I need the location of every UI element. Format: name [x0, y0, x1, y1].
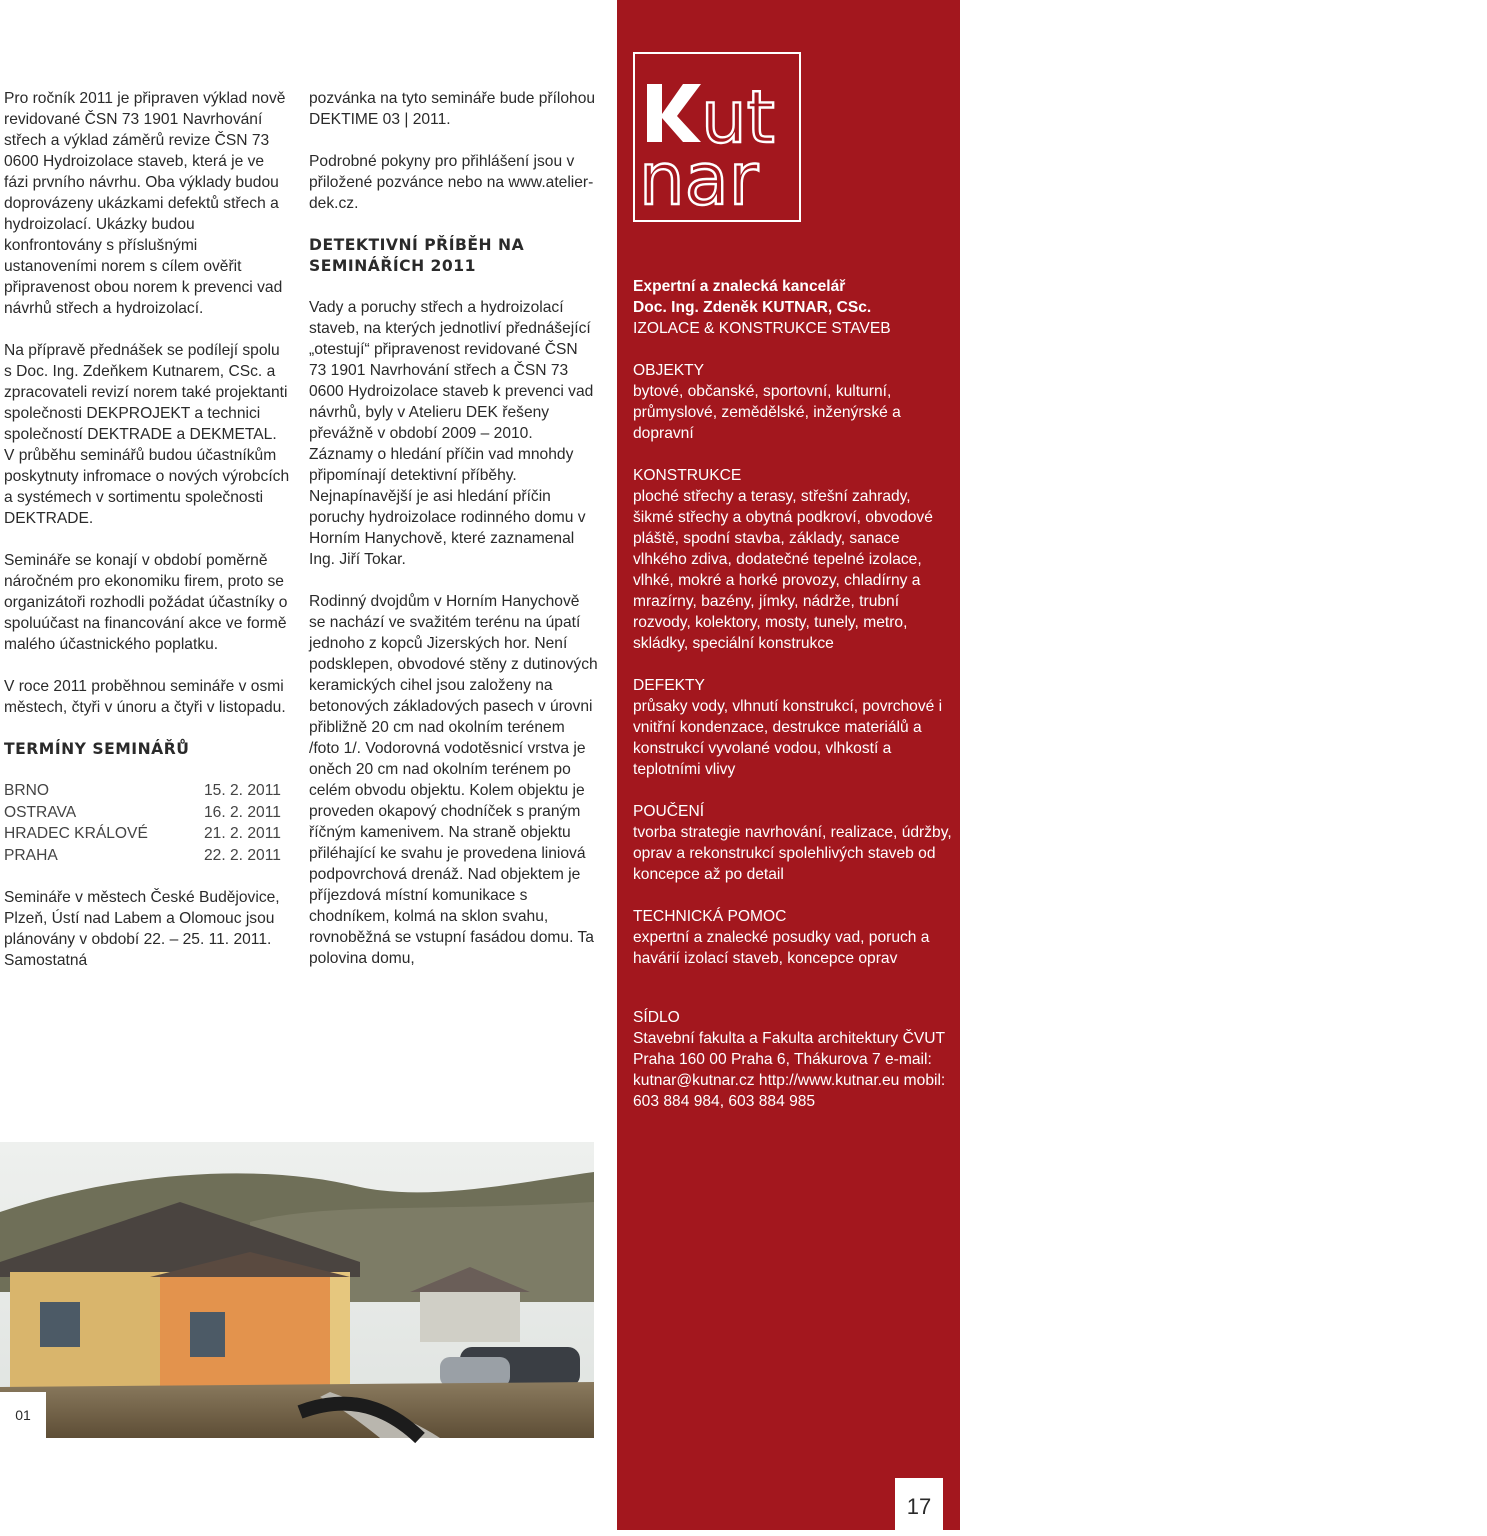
kutnar-logo	[633, 52, 801, 222]
table-row	[4, 780, 286, 802]
term-date: 15. 2. 2011	[204, 782, 281, 799]
sidebar-section	[633, 906, 953, 969]
section-head: DEFEKTY	[633, 677, 705, 694]
table-row	[4, 845, 286, 867]
defects-paragraph: Vady a poruchy střech a hydroizolací staveb, na kterých jednotliví přednášející „otestují“ připravenost revidované ČSN 73 1901 Navrhování střech a ČSN 73 0600 Hydroizolace staveb k prevenci vad návrhů, byly v Atelieru DEK řešeny převážně v období 2009 – 2010. Záznamy o hledání příčin vad mnohdy připomínají detektivní příběhy. Nejnapínavější je asi hledání příčin poruchy hydroizolace rodinného domu v Horním Hanychově, které zaznamenal Ing. Jiří Tokar.	[309, 299, 594, 568]
photo-number: 01	[0, 1392, 46, 1438]
term-city: HRADEC KRÁLOVÉ	[4, 825, 148, 842]
house-photo	[0, 1142, 594, 1438]
sidebar-section	[633, 360, 953, 444]
page-number: 17	[895, 1478, 943, 1530]
left-column	[4, 88, 290, 971]
detective-heading: DETEKTIVNÍ PŘÍBĚH NA SEMINÁŘÍCH 2011	[309, 236, 525, 275]
section-body: Stavební fakulta a Fakulta architektury ČVUT Praha 160 00 Praha 6, Thákurova 7 e-mail: kutnar@kutnar.cz http://www.kutnar.eu mobil: 603 884 984, 603 884 985	[633, 1030, 946, 1110]
term-date: 21. 2. 2011	[204, 825, 281, 842]
invitation-paragraph: pozvánka na tyto semináře bude přílohou DEKTIME 03 | 2011.	[309, 90, 596, 128]
middle-column	[309, 88, 599, 969]
sidebar-section	[633, 1007, 953, 1112]
house-photo-illustration	[0, 1142, 594, 1438]
office-title-line3: IZOLACE & KONSTRUKCE STAVEB	[633, 320, 891, 337]
autumn-paragraph: Semináře v městech České Budějovice, Plzeň, Ústí nad Labem a Olomouc jsou plánovány v období 22. – 25. 11. 2011. Samostatná	[4, 889, 280, 969]
footer	[1351, 1493, 1487, 1510]
office-title	[633, 276, 953, 339]
office-title-line2: Doc. Ing. Zdeněk KUTNAR, CSc.	[633, 299, 872, 316]
fee-paragraph: Semináře se konají v období poměrně náročném pro ekonomiku firem, proto se organizátoři rozhodli požádat účastníky o spoluúčast na financování akce ve formě malého účastnického poplatku.	[4, 552, 288, 653]
term-city: OSTRAVA	[4, 803, 77, 821]
sidebar-section	[633, 675, 953, 780]
office-title-line1: Expertní a znalecká kancelář	[633, 278, 846, 295]
section-head: KONSTRUKCE	[633, 467, 742, 484]
table-row	[4, 823, 286, 845]
sidebar-section	[633, 465, 953, 654]
house-paragraph: Rodinný dvojdům v Horním Hanychově se nachází ve svažitém terénu na úpatí jednoho z kopců Jizerských hor. Není podsklepen, obvodové stěny z dutinových keramických cihel jsou založeny na betonových základových pasech v úrovni přibližně 20 cm nad okolním terénem /foto 1/. Vodorovná vodotěsnicí vrstva je oněch 20 cm nad okolním terénem po celém obvodu objektu. Kolem objektu je proveden okapový chodníček s praným říčným kamenivem. Na straně objektu přiléhající ke svahu je provedena liniová podpovrchová drenáž. Nad objektem je příjezdová místní komunikace s chodníkem, kolmá na sklon svahu, rovnoběžná se vstupní fasádou domu. Ta polovina domu,	[309, 593, 598, 967]
terms-table	[4, 780, 286, 866]
term-city: BRNO	[4, 782, 50, 799]
lecturers-paragraph: Na přípravě přednášek se podílejí spolu s Doc. Ing. Zdeňkem Kutnarem, CSc. a zpracovateli revizí norem také projektanti společnosti DEKPROJEKT a technici společností DEKTRADE a DEKMETAL. V průběhu seminářů budou účastníkům poskytnuty infromace o nových výrobcích a systémech v sortimentu společnosti DEKTRADE.	[4, 342, 290, 527]
term-date: 16. 2. 2011	[204, 803, 281, 821]
section-body: průsaky vody, vlhnutí konstrukcí, povrchové i vnitřní kondenzace, destrukce materiálů a konstrukcí vyvolané vodou, vlhkostí a teplotními vlivy	[633, 698, 943, 778]
logo-text-top: ut	[701, 75, 775, 159]
kutnar-sidebar	[617, 0, 1487, 1530]
section-head: SÍDLO	[633, 1009, 680, 1026]
section-head: POUČENÍ	[633, 803, 705, 820]
term-date: 22. 2. 2011	[204, 846, 281, 864]
registration-paragraph: Podrobné pokyny pro přihlášení jsou v přiložené pozvánce nebo na www.atelier-dek.cz.	[309, 153, 594, 212]
sidebar-text	[633, 276, 953, 1133]
intro-paragraph: Pro ročník 2011 je připraven výklad nově revidované ČSN 73 1901 Navrhování střech a výklad záměrů revize ČSN 73 0600 Hydroizolace staveb, která je ve fázi prvního návrhu. Oba výklady budou doprovázeny ukázkami defektů střech a hydroizolací. Ukázky budou konfrontovány s příslušnými ustanoveními norem s cílem ověřit připravenost obou norem k prevenci vad návrhů střech a hydroizolací.	[4, 90, 286, 317]
footer-brand: DEKTIME	[1351, 1493, 1422, 1510]
section-head: TECHNICKÁ POMOC	[633, 908, 787, 925]
table-row	[4, 802, 286, 824]
section-head: OBJEKTY	[633, 362, 705, 379]
section-body: expertní a znalecké posudky vad, poruch a havárií izolací staveb, koncepce oprav	[633, 929, 930, 967]
logo-text-bottom: nar	[639, 137, 759, 221]
terms-heading: TERMÍNY SEMINÁŘŮ	[4, 740, 190, 758]
section-body: bytové, občanské, sportovní, kulturní, průmyslové, zemědělské, inženýrské a dopravní	[633, 383, 901, 442]
section-body: ploché střechy a terasy, střešní zahrady, šikmé střechy a obytná podkroví, obvodové pláště, spodní stavba, základy, sanace vlhkého zdiva, dodatečné tepelné izolace, vlhké, mokré a horké provozy, chladírny a mrazírny, bazény, jímky, nádrže, trubní rozvody, kolektory, mosty, tunely, metro, skládky, speciální konstrukce	[633, 488, 933, 652]
sidebar-section	[633, 801, 953, 885]
cities-paragraph: V roce 2011 proběhnou semináře v osmi městech, čtyři v únoru a čtyři v listopadu.	[4, 678, 286, 716]
kutnar-logo-mark	[635, 54, 799, 220]
section-body: tvorba strategie navrhování, realizace, údržby, oprav a rekonstrukcí spolehlivých staveb od koncepce až po detail	[633, 824, 952, 883]
footer-issue: 01 | 2011	[1426, 1493, 1487, 1510]
term-city: PRAHA	[4, 846, 58, 864]
